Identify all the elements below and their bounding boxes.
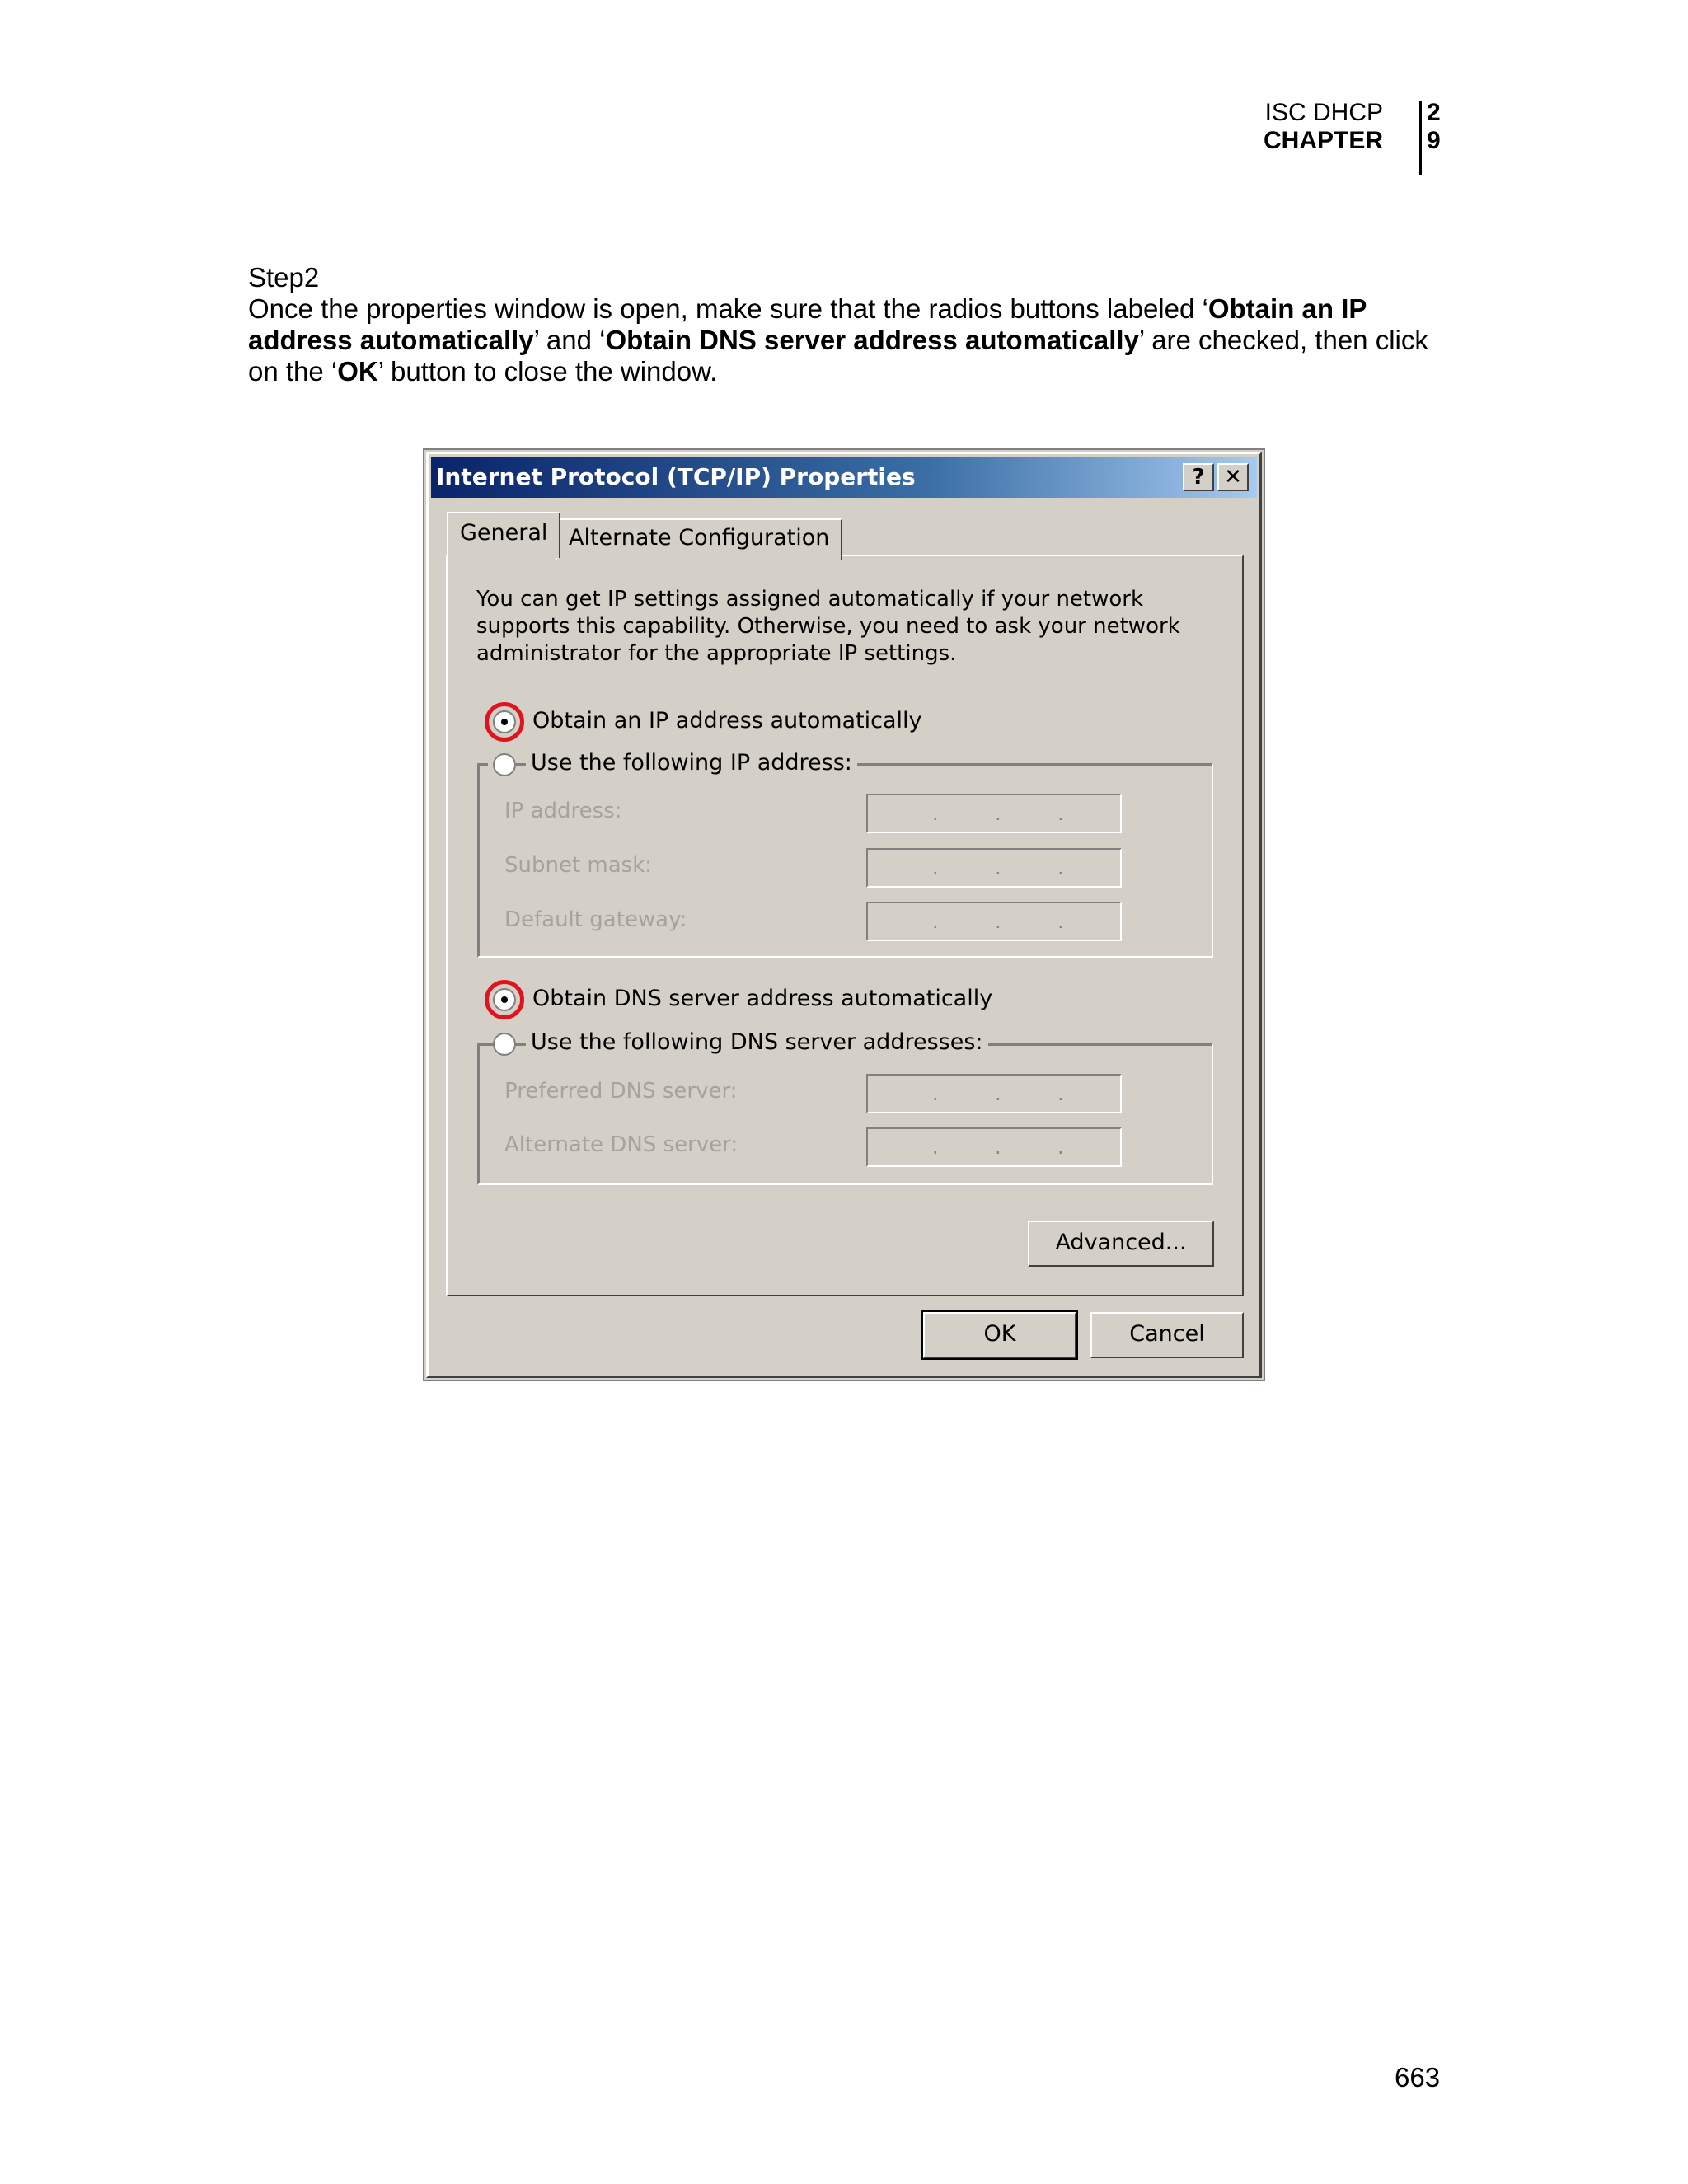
header-chapter-label: CHAPTER xyxy=(1263,127,1383,154)
close-button[interactable]: ✕ xyxy=(1217,463,1249,491)
page-number: 663 xyxy=(1395,2062,1441,2093)
tab-alternate-configuration[interactable]: Alternate Configuration xyxy=(556,518,842,560)
text-run: ’ are checked, then click on the ‘ xyxy=(248,325,1428,387)
octet-dot: . xyxy=(1057,802,1064,825)
text-run: ’ and ‘ xyxy=(533,325,606,355)
octet-dot: . xyxy=(932,1082,939,1105)
octet-dot: . xyxy=(995,910,1001,933)
use-following-ip-label[interactable]: Use the following IP address: xyxy=(526,750,857,776)
octet-dot: . xyxy=(1057,1082,1064,1105)
default-gateway-label: Default gateway: xyxy=(504,907,687,932)
ok-button[interactable]: OK xyxy=(923,1312,1076,1358)
use-following-ip-radio[interactable] xyxy=(493,753,516,776)
advanced-button[interactable]: Advanced... xyxy=(1028,1221,1214,1267)
use-following-dns-label[interactable]: Use the following DNS server addresses: xyxy=(526,1029,988,1055)
octet-dot: . xyxy=(932,1136,939,1159)
obtain-ip-auto-label[interactable]: Obtain an IP address automatically xyxy=(532,708,922,733)
tcpip-properties-dialog xyxy=(426,452,1262,1378)
instruction-paragraph xyxy=(248,293,1451,387)
header-rule xyxy=(1419,101,1422,175)
default-gateway-field[interactable] xyxy=(866,902,1122,941)
subnet-mask-field[interactable] xyxy=(866,848,1122,888)
use-following-dns-radio[interactable] xyxy=(493,1033,516,1056)
page-header xyxy=(1263,99,1434,173)
octet-dot: . xyxy=(932,910,939,933)
tab-general[interactable]: General xyxy=(447,512,560,558)
header-chapter-number xyxy=(1427,99,1441,155)
octet-dot: . xyxy=(932,802,939,825)
help-button[interactable]: ? xyxy=(1183,463,1214,491)
bold-text: Obtain an IP address automatically xyxy=(248,293,1367,355)
intro-text: You can get IP settings assigned automatically if your network supports this capability. Otherwise, you need to ask your network administrator for the appropriate IP settings. xyxy=(476,587,1180,666)
octet-dot: . xyxy=(995,856,1001,879)
octet-dot: . xyxy=(1057,856,1064,879)
text-run: Once the properties window is open, make sure that the radios buttons labeled ‘ xyxy=(248,293,1208,324)
chapter-digit: 9 xyxy=(1427,127,1441,154)
text-run: ’ button to close the window. xyxy=(377,356,718,387)
ip-address-field[interactable] xyxy=(866,794,1122,833)
preferred-dns-label: Preferred DNS server: xyxy=(504,1079,738,1104)
octet-dot: . xyxy=(1057,1136,1064,1159)
bold-text: OK xyxy=(337,356,378,387)
octet-dot: . xyxy=(995,1136,1001,1159)
subnet-mask-label: Subnet mask: xyxy=(504,853,653,878)
step-heading: Step2 xyxy=(248,262,320,293)
dialog-title: Internet Protocol (TCP/IP) Properties xyxy=(436,463,916,490)
highlight-circle xyxy=(485,702,524,742)
header-title: ISC DHCP xyxy=(1264,99,1383,126)
cancel-button[interactable]: Cancel xyxy=(1090,1312,1244,1358)
chapter-digit: 2 xyxy=(1427,99,1441,126)
octet-dot: . xyxy=(1057,910,1064,933)
alternate-dns-label: Alternate DNS server: xyxy=(504,1132,738,1157)
obtain-dns-auto-label[interactable]: Obtain DNS server address automatically xyxy=(532,986,993,1011)
highlight-circle xyxy=(485,980,524,1019)
octet-dot: . xyxy=(932,856,939,879)
alternate-dns-field[interactable] xyxy=(866,1127,1122,1167)
preferred-dns-field[interactable] xyxy=(866,1074,1122,1113)
ip-address-label: IP address: xyxy=(504,799,622,823)
octet-dot: . xyxy=(995,802,1001,825)
title-bar[interactable] xyxy=(431,457,1257,498)
octet-dot: . xyxy=(995,1082,1001,1105)
bold-text: Obtain DNS server address automatically xyxy=(605,325,1139,355)
